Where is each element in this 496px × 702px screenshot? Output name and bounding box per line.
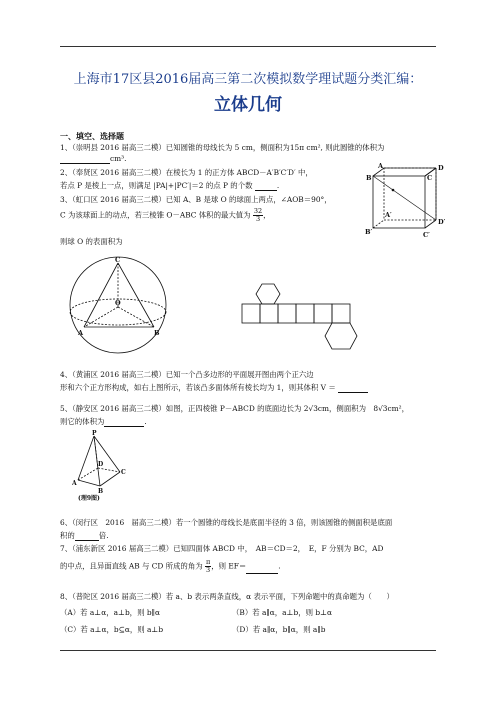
cube-label-b-prime: B′ [365, 228, 373, 236]
sphere-label-o: O [115, 299, 121, 307]
cube-label-c: C [427, 174, 433, 182]
top-rule [60, 46, 436, 47]
q3-line2 [60, 208, 271, 223]
pyramid-figure [72, 430, 134, 502]
bottom-rule [60, 650, 436, 651]
q1-line2 [60, 154, 126, 164]
q1-unit: cm³. [110, 154, 127, 163]
document-subtitle: 立体几何 [214, 95, 282, 115]
q8-option-a: （A）若 a⊥α，a⊥b，则 b∥α [60, 608, 160, 617]
q2-end: . [276, 181, 280, 190]
pyramid-caption: (理9图) [78, 495, 100, 502]
q2-text: 若点 P 是棱上一点，则满足 |PA|+|PC′|＝2 的点 P 的个数 [60, 181, 253, 190]
q5-line1: 5、（静安区 2016 届高三二模）如图，正四棱锥 P－ABCD 的底面边长为 2√3cm，侧面积为 8√3cm²， [60, 404, 410, 413]
sphere-figure [60, 255, 178, 355]
q3-frac-num: 32 [253, 207, 263, 215]
q7-line2: 的中点，且异面直线 AB 与 CD 所成的角为 $\frac{\pi}{3}$ ，则 EF＝ . [60, 558, 281, 574]
q7-text-b: ，则 EF＝ [211, 561, 247, 571]
pyramid-label-c: C [121, 469, 126, 476]
q4-text: 形和六个正方形构成，如右上图所示，若该凸多面体所有棱长均为 1，则其体积 V ＝ [60, 383, 336, 392]
pyramid-label-a: A [72, 480, 77, 487]
q6-text-b: 倍. [98, 531, 109, 540]
q6-answer-blank [75, 532, 99, 541]
q4-answer-blank [338, 384, 368, 393]
q7-text-a: 的中点，且异面直线 AB 与 CD 所成的角为 [60, 561, 203, 571]
q3-line1: 3、（虹口区 2016 届高三二模）已知 A、B 是球 O 的球面上两点，∠AOB＝90°， [60, 195, 332, 204]
q2-answer-blank [255, 181, 280, 191]
pyramid-label-b: B [98, 488, 104, 495]
cube-label-d: D [438, 164, 444, 172]
pyramid-label-d: D [98, 461, 104, 468]
q3-fraction [253, 208, 263, 223]
q2-line1: 2、（奉贤区 2016 届高三二模）在棱长为 1 的正方体 ABCD－A′B′C′D′ 中， [60, 168, 313, 177]
q8-option-c: （C）若 a⊥α，b⊆α，则 a⊥b [60, 625, 164, 634]
cube-label-b: B [366, 174, 372, 182]
net-hexagon-top [256, 284, 280, 304]
cube-label-a: A [378, 162, 384, 170]
polyhedron-net-figure [240, 283, 360, 369]
q4-line1: 4、（黄浦区 2016 届高三二模）已知一个凸多边形的平面展开图由两个正六边 [60, 370, 314, 379]
q8-option-b: （B）若 a∥α，a⊥b，则 b⊥α [232, 608, 333, 617]
document-title: 上海市17区县2016届高三第二次模拟数学理试题分类汇编： [73, 72, 423, 87]
pyramid-label-p: P [92, 430, 97, 437]
q2-line2 [60, 181, 279, 191]
q4-line2 [60, 383, 368, 393]
q1-line1: 1、（崇明县 2016 届高三二模）已知圆锥的母线长为 5 cm，侧面积为15π cm², 则此圆锥的体积为 [60, 143, 385, 152]
q3-text-a: C 为该球面上的动点，若三棱锥 O－ABC 体积的最大值为 [60, 210, 251, 220]
cube-label-d-prime: D′ [438, 218, 445, 226]
q5-line2: 则它的体积为 . [60, 417, 147, 426]
q6-line1: 6、（闵行区 2016 届高三二模）若一个圆锥的母线长是底面半径的 3 倍，则该圆锥的侧面积是底面 [60, 518, 393, 527]
sphere-label-c: C [115, 256, 121, 264]
q6-line2 [60, 531, 109, 541]
q3-text-b: ， [263, 210, 271, 220]
q5-text: 则它的体积为 [60, 417, 105, 426]
q7-answer-blank [246, 565, 278, 574]
q8-option-d: （D）若 a∥α，b∥α，则 a∥b [232, 625, 326, 634]
cube-label-a-prime: A′ [385, 211, 392, 219]
sphere-label-a: A [78, 329, 84, 337]
q8-stem: 8、（普陀区 2016 届高三二模）若 a、b 表示两条直线，α 表示平面，下列命题中的真命题为（ ） [60, 592, 394, 601]
section-heading: 一、填空、选择题 [60, 132, 124, 141]
q1-answer-blank [60, 155, 110, 164]
q7-frac-den: 3 [206, 566, 211, 574]
q7-line1: 7、（浦东新区 2016 届高三二模）已知四面体 ABCD 中， AB＝CD＝2， E，F 分别为 BC，AD [60, 544, 384, 553]
cube-label-c-prime: C′ [423, 231, 430, 239]
cube-figure [365, 162, 445, 244]
cube-point-p [392, 189, 395, 192]
q3-line3: 则球 O 的表面积为 [60, 237, 123, 246]
net-square [242, 304, 260, 323]
q6-text-a: 积的 [60, 531, 75, 540]
q3-frac-den: 3 [255, 215, 261, 223]
q5-answer-blank [104, 418, 144, 427]
net-hexagon-bottom [325, 323, 357, 349]
sphere-label-b: B [154, 329, 160, 337]
q7-frac-num: π [205, 558, 211, 566]
cube-diagonal [373, 176, 436, 220]
